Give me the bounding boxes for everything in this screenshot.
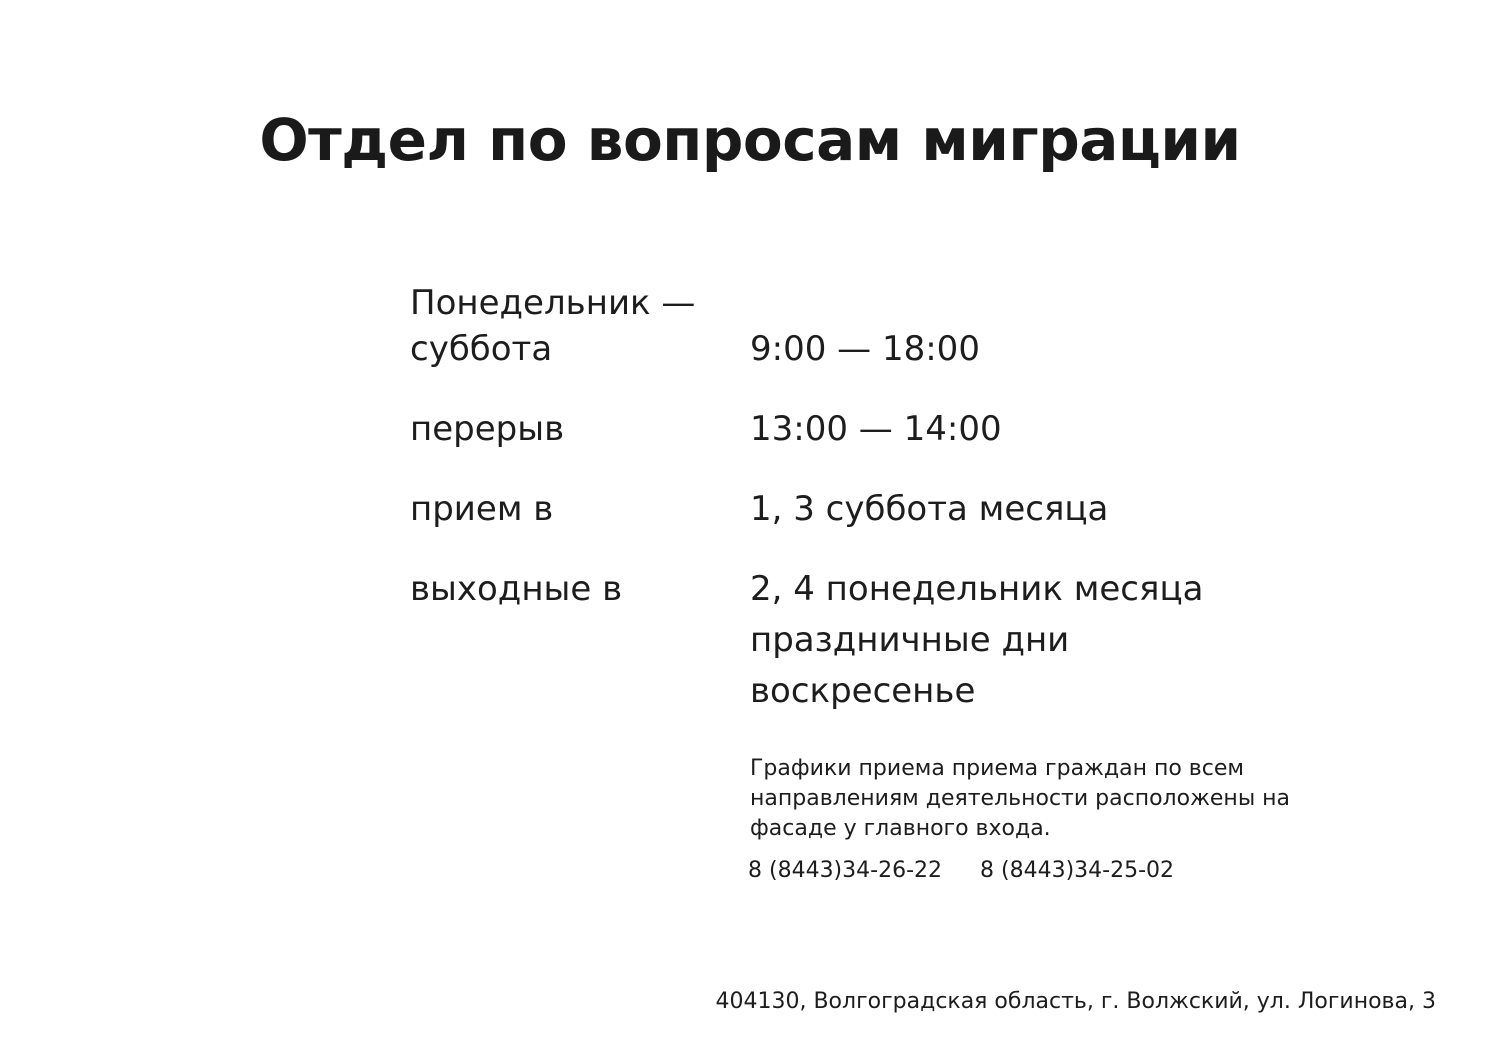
break-label: перерыв	[410, 409, 565, 449]
days-off-item: праздничные дни	[750, 620, 1070, 660]
break-hours: 13:00 — 14:00	[750, 409, 1002, 449]
schedule-row-reception	[410, 486, 1310, 532]
schedule-row-workdays	[410, 280, 1310, 372]
schedule-table	[410, 280, 1310, 751]
workdays-label-line2: суббота	[410, 329, 553, 369]
address: 404130, Волгоградская область, г. Волжский, ул. Логинова, 3	[715, 989, 1436, 1014]
workdays-label	[410, 280, 750, 372]
page-title: Отдел по вопросам миграции	[259, 106, 1241, 174]
phone-number: 8 (8443)34-26-22	[748, 858, 943, 883]
schedule-row-break	[410, 406, 1310, 452]
days-off-label: выходные в	[410, 569, 623, 609]
reception-days: 1, 3 суббота месяца	[750, 489, 1109, 529]
phone-list	[748, 856, 1174, 886]
workdays-hours: 9:00 — 18:00	[750, 329, 980, 369]
days-off-item: 2, 4 понедельник месяца	[750, 569, 1204, 609]
schedule-note: Графики приема приема граждан по всем направлениям деятельности расположены на фасаде у главного входа.	[750, 756, 1291, 841]
days-off-list	[750, 564, 1203, 717]
schedule-row-days-off	[410, 566, 1310, 717]
phone-number: 8 (8443)34-25-02	[980, 858, 1175, 883]
workdays-label-line1: Понедельник —	[410, 283, 696, 323]
reception-label: прием в	[410, 489, 554, 529]
days-off-item: воскресенье	[750, 671, 976, 711]
